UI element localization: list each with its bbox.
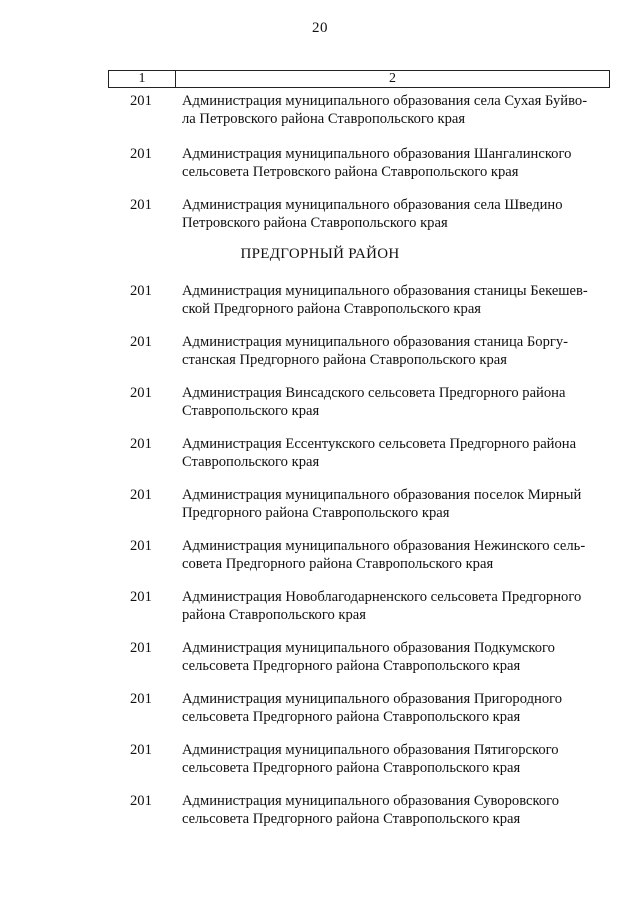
row-name-line-1: Администрация муниципального образования поселок Мирный: [182, 487, 582, 503]
row-name: [182, 486, 602, 522]
row-name: [182, 435, 602, 471]
row-code: 201: [130, 640, 152, 656]
row-code: 201: [130, 283, 152, 299]
row-name-line-2: района Ставропольского края: [182, 607, 366, 623]
row-name: [182, 639, 602, 675]
row-name-line-1: Администрация муниципального образования села Шведино: [182, 197, 563, 213]
row-name-line-2: совета Предгорного района Ставропольского края: [182, 556, 494, 572]
row-code: 201: [130, 334, 152, 350]
row-name-line-2: ской Предгорного района Ставропольского края: [182, 301, 482, 317]
row-name-line-2: сельсовета Предгорного района Ставропольского края: [182, 760, 521, 776]
row-name-line-1: Администрация Винсадского сельсовета Предгорного района: [182, 385, 566, 401]
row-code: 201: [130, 487, 152, 503]
row-name: [182, 741, 602, 777]
section-title: ПРЕДГОРНЫЙ РАЙОН: [240, 246, 400, 262]
row-name: [182, 690, 602, 726]
row-name: [182, 282, 602, 318]
row-name-line-2: сельсовета Предгорного района Ставропольского края: [182, 811, 521, 827]
row-name-line-1: Администрация муниципального образования станицы Бекешев-: [182, 283, 588, 299]
row-name-line-1: Администрация муниципального образования Подкумского: [182, 640, 555, 656]
row-code: 201: [130, 146, 152, 162]
row-name-line-2: сельсовета Предгорного района Ставропольского края: [182, 658, 521, 674]
row-name-line-1: Администрация муниципального образования Нежинского сель-: [182, 538, 586, 554]
row-name-line-1: Администрация муниципального образования Пригородного: [182, 691, 563, 707]
row-code: 201: [130, 538, 152, 554]
row-name: [182, 196, 602, 232]
row-name-line-1: Администрация Ессентукского сельсовета Предгорного района: [182, 436, 577, 452]
row-name: [182, 537, 602, 573]
row-name: [182, 333, 602, 369]
table-header-col-2: 2: [389, 71, 396, 86]
row-name: [182, 384, 602, 420]
row-name: [182, 92, 602, 128]
row-name-line-2: Ставропольского края: [182, 403, 320, 419]
row-name-line-1: Администрация муниципального образования Шангалинского: [182, 146, 572, 162]
row-name-line-1: Администрация муниципального образования Суворовского: [182, 793, 560, 809]
table-header: [108, 70, 610, 88]
row-name-line-2: ла Петровского района Ставропольского края: [182, 111, 466, 127]
row-code: 201: [130, 385, 152, 401]
row-code: 201: [130, 436, 152, 452]
row-name-line-2: сельсовета Предгорного района Ставропольского края: [182, 709, 521, 725]
row-code: 201: [130, 93, 152, 109]
row-name: [182, 792, 602, 828]
row-name-line-1: Администрация муниципального образования станица Боргу-: [182, 334, 569, 350]
row-code: 201: [130, 742, 152, 758]
row-name-line-1: Администрация Новоблагодарненского сельсовета Предгорного: [182, 589, 582, 605]
row-name-line-2: станская Предгорного района Ставропольского края: [182, 352, 507, 368]
row-code: 201: [130, 197, 152, 213]
row-name-line-2: Предгорного района Ставропольского края: [182, 505, 450, 521]
page-number: 20: [312, 20, 328, 36]
row-name-line-1: Администрация муниципального образования Пятигорского: [182, 742, 559, 758]
row-name: [182, 145, 602, 181]
row-name-line-2: Ставропольского края: [182, 454, 320, 470]
row-name-line-2: Петровского района Ставропольского края: [182, 215, 448, 231]
row-name-line-2: сельсовета Петровского района Ставропольского края: [182, 164, 519, 180]
row-code: 201: [130, 691, 152, 707]
row-code: 201: [130, 589, 152, 605]
row-name: [182, 588, 602, 624]
row-name-line-1: Администрация муниципального образования села Сухая Буйво-: [182, 93, 588, 109]
table-header-col-1: 1: [109, 71, 176, 87]
row-code: 201: [130, 793, 152, 809]
